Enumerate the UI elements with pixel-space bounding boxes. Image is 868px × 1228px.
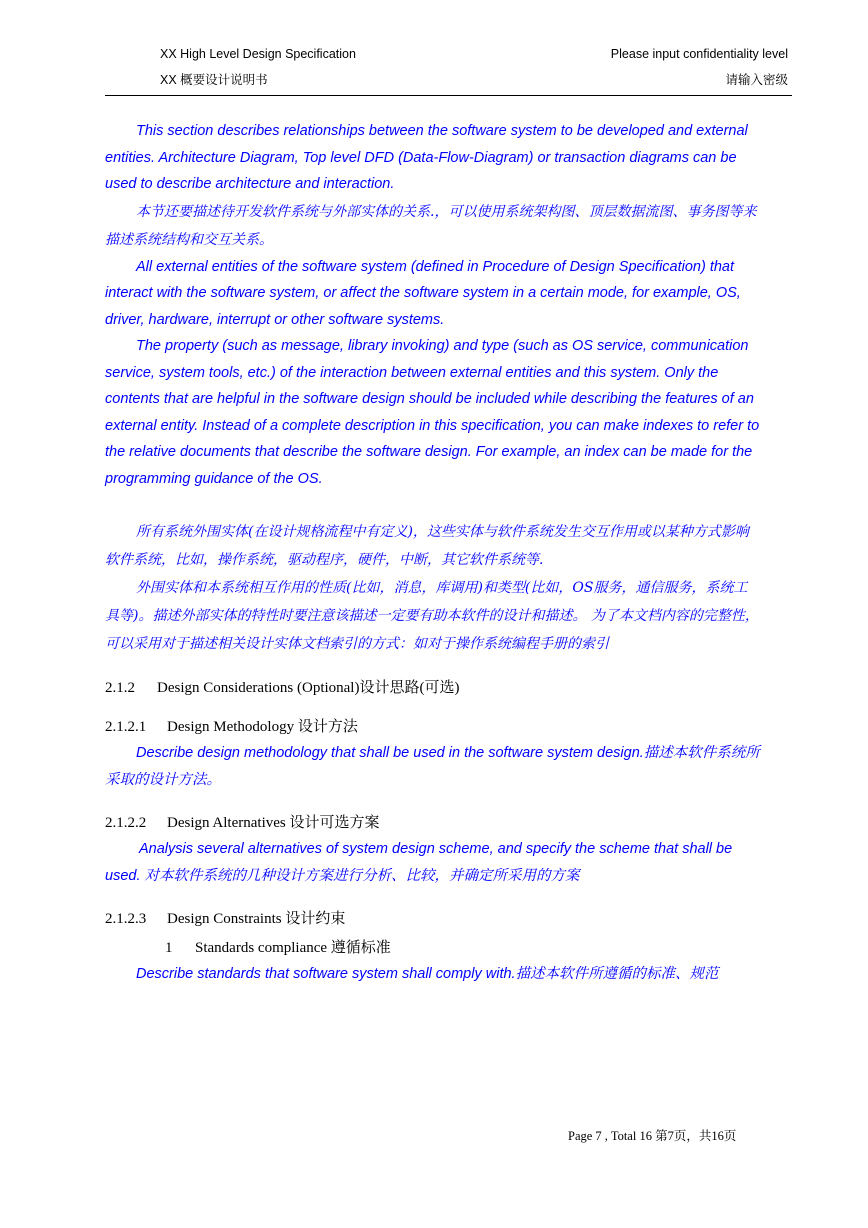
- heading-text: Design Alternatives 设计可选方案: [167, 815, 380, 831]
- paragraph-architecture-intro: This section describes relationships between the software system to be developed and external entities. Architecture Diagram, Top level DFD (Data-Flow-Diagram) or transaction diagrams can be used to describe architecture and interaction.: [105, 123, 748, 192]
- heading-number: 2.1.2.1: [105, 719, 147, 735]
- heading-number: 2.1.2.2: [105, 815, 147, 831]
- paragraph-external-entities-cn: 所有系统外围实体(在设计规格流程中有定义)，这些实体与软件系统发生交互作用或以某种方式影响软件系统，比如，操作系统，驱动程序，硬件，中断，其它软件系统等.: [105, 524, 749, 568]
- list-item-standards-compliance: [165, 936, 760, 957]
- heading-design-constraints: [105, 907, 760, 928]
- paragraph-standards-compliance: Describe standards that software system shall comply with.描述本软件所遵循的标准、规范: [136, 966, 719, 982]
- header-confidentiality-cn: 请输入密级: [725, 73, 788, 87]
- header-confidentiality-en: Please input confidentiality level: [610, 47, 788, 61]
- heading-design-alternatives: [105, 811, 760, 832]
- heading-number: 2.1.2: [105, 680, 135, 696]
- paragraph-external-entities: All external entities of the software system (defined in Procedure of Design Specification) that interact with the software system, or affect the software system in a certain mode, for example, OS, driver, hardware, interrupt or other software systems.: [105, 258, 741, 328]
- heading-design-considerations: [105, 676, 760, 697]
- paragraph-interaction-property-cn: 外围实体和本系统相互作用的性质(比如，消息，库调用)和类型(比如，OS服务，通信服务，系统工具等)。描述外部实体的特性时要注意该描述一定要有助本软件的设计和描述。 为了本文档内容的完整性，可以采用对于描述相关设计实体文档索引的方式：如对于操作系统编程手册的索引: [105, 580, 759, 652]
- paragraph-design-methodology: Describe design methodology that shall be used in the software system design.描述本软件系统所采取的设计方法。: [105, 745, 760, 788]
- paragraph-interaction-property: The property (such as message, library invoking) and type (such as OS service, communication service, system tools, etc.) of the interaction between external entities and this system. Only the contents that are helpful in the software design should be included while describing the features of an external entity. Instead of a complete description in this specification, you can make indexes to refer to the relative documents that describe the software design. For example, an index can be made for the programming guidance of the OS.: [105, 338, 760, 487]
- header-divider: [105, 95, 792, 96]
- heading-text: Design Considerations (Optional)设计思路(可选): [157, 680, 460, 696]
- header-title-en: XX High Level Design Specification: [160, 47, 356, 61]
- list-item-number: 1: [165, 940, 173, 956]
- document-body: [105, 118, 760, 988]
- spacer: [105, 492, 760, 518]
- heading-number: 2.1.2.3: [105, 911, 147, 927]
- heading-text: Design Methodology 设计方法: [167, 719, 358, 735]
- paragraph-architecture-intro-cn: 本节还要描述待开发软件系统与外部实体的关系.，可以使用系统架构图、顶层数据流图、事务图等来描述系统结构和交互关系。: [105, 203, 757, 248]
- paragraph-design-alternatives: Analysis several alternatives of system design scheme, and specify the scheme that shall be used. 对本软件系统的几种设计方案进行分析、比较，并确定所采用的方案: [105, 841, 733, 884]
- header-title-cn: XX 概要设计说明书: [160, 73, 268, 87]
- page-footer: Page 7 , Total 16 第7页，共16页: [568, 1129, 737, 1143]
- list-item-text: Standards compliance 遵循标准: [195, 940, 391, 956]
- heading-text: Design Constraints 设计约束: [167, 911, 346, 927]
- heading-design-methodology: [105, 715, 760, 736]
